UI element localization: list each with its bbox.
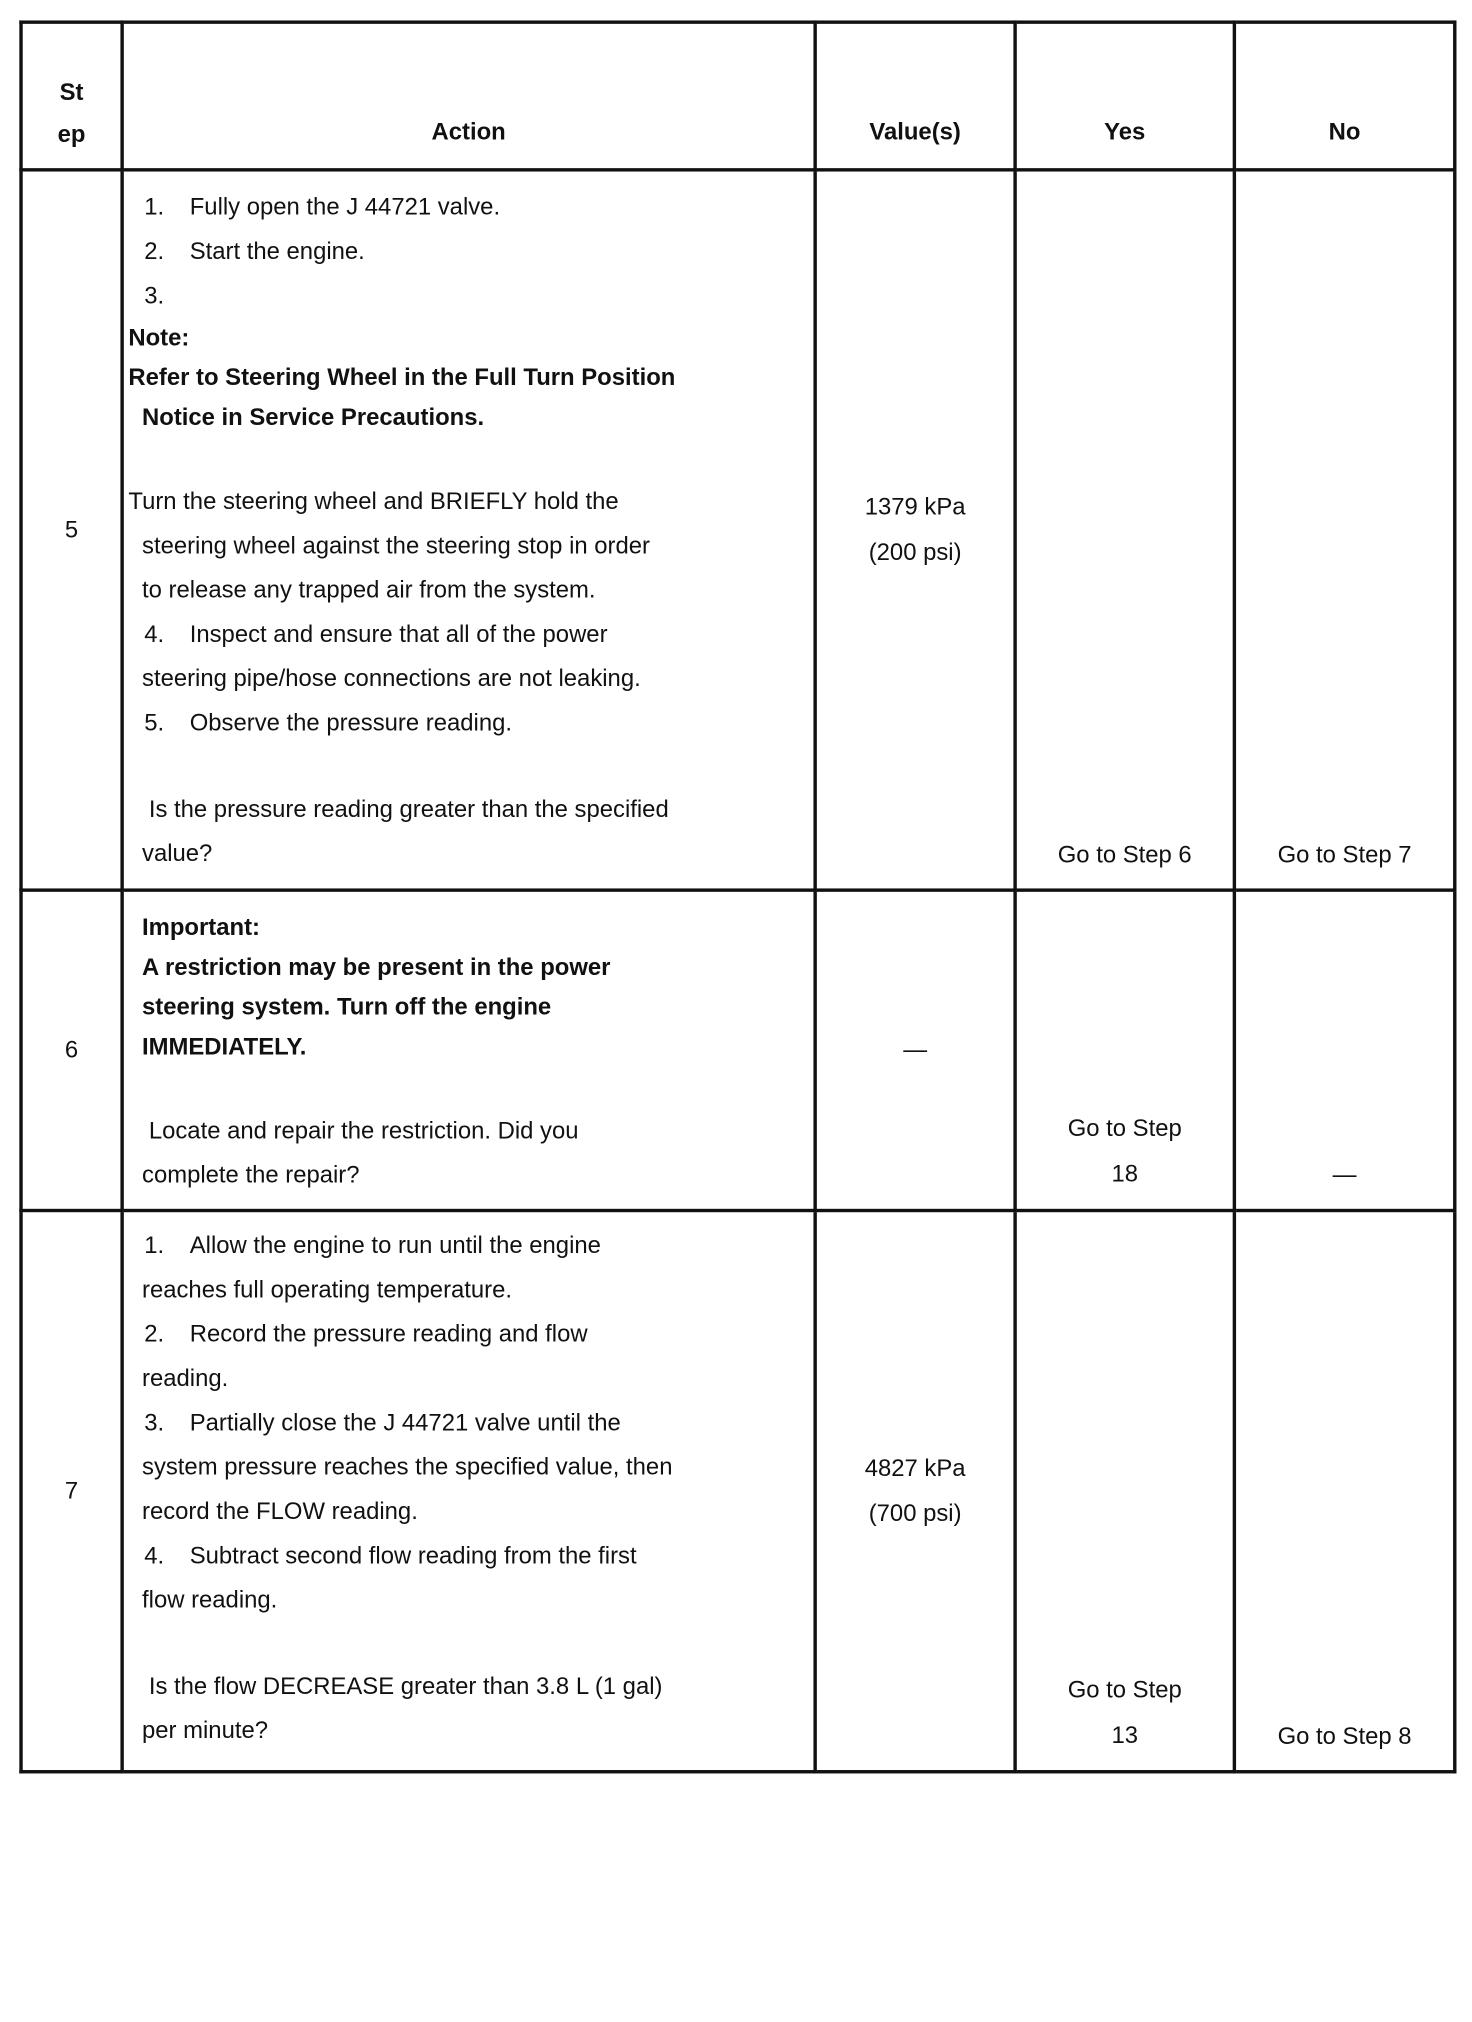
step-number: 6 xyxy=(21,890,122,1210)
no-cell: Go to Step 8 xyxy=(1234,1211,1454,1772)
list-item-continuation: system pressure reaches the specified value, then xyxy=(142,1454,673,1481)
list-item: 4. Subtract second flow reading from the first xyxy=(144,1542,637,1569)
header-action: Action xyxy=(122,22,815,170)
list-item: 5. Observe the pressure reading. xyxy=(144,710,512,737)
important-text: IMMEDIATELY. xyxy=(142,1033,307,1060)
yes-cell: Go to Step 13 xyxy=(1015,1211,1234,1772)
yes-cell: Go to Step 18 xyxy=(1015,890,1234,1210)
action-cell xyxy=(122,1211,815,1772)
list-item: 3. xyxy=(144,282,165,310)
header-step: St ep xyxy=(21,22,122,170)
header-yes: Yes xyxy=(1015,22,1234,170)
value-cell: 1379 kPa (200 psi) xyxy=(815,170,1015,890)
question-text: value? xyxy=(142,840,213,867)
instruction-text: to release any trapped air from the system. xyxy=(142,577,596,604)
instruction-text: steering wheel against the steering stop in order xyxy=(142,532,650,559)
table-row xyxy=(21,170,1455,890)
header-no: No xyxy=(1234,22,1454,170)
question-text: complete the repair? xyxy=(142,1162,360,1189)
action-cell xyxy=(122,890,815,1210)
instruction-text: Turn the steering wheel and BRIEFLY hold the xyxy=(128,488,619,515)
step-number: 7 xyxy=(21,1211,122,1772)
list-item: 3. Partially close the J 44721 valve until the xyxy=(144,1409,621,1437)
list-item: 2. Start the engine. xyxy=(144,238,365,265)
list-item: 4. Inspect and ensure that all of the power xyxy=(144,621,608,648)
question-text: Is the flow DECREASE greater than 3.8 L (1 gal) xyxy=(148,1673,663,1700)
list-item-continuation: reading. xyxy=(142,1365,229,1392)
note-label: Note: xyxy=(128,324,190,352)
header-values: Value(s) xyxy=(815,22,1015,170)
list-item: 1. Allow the engine to run until the engine xyxy=(144,1232,601,1259)
question-text: Locate and repair the restriction. Did you xyxy=(148,1117,579,1145)
header-row xyxy=(21,22,1455,170)
list-item-continuation: reaches full operating temperature. xyxy=(142,1276,513,1304)
question-text: per minute? xyxy=(142,1717,269,1744)
list-item: 2. Record the pressure reading and flow xyxy=(144,1321,588,1348)
note-text: Refer to Steering Wheel in the Full Turn Position xyxy=(128,364,676,391)
value-cell: — xyxy=(815,890,1015,1210)
list-item: 1. Fully open the J 44721 valve. xyxy=(144,194,501,221)
list-item-continuation: steering pipe/hose connections are not leaking. xyxy=(142,665,641,692)
list-item-continuation: flow reading. xyxy=(142,1587,278,1614)
note-text: Notice in Service Precautions. xyxy=(142,404,485,431)
important-text: steering system. Turn off the engine xyxy=(142,994,552,1021)
diagnostic-table xyxy=(19,20,1456,1773)
question-text: Is the pressure reading greater than the specified xyxy=(148,796,669,823)
no-cell: — xyxy=(1234,890,1454,1210)
table-row xyxy=(21,1211,1455,1772)
important-text: A restriction may be present in the power xyxy=(142,954,611,981)
important-label: Important: xyxy=(142,914,260,941)
yes-cell: Go to Step 6 xyxy=(1015,170,1234,890)
no-cell: Go to Step 7 xyxy=(1234,170,1454,890)
list-item-continuation: record the FLOW reading. xyxy=(142,1498,418,1525)
step-number: 5 xyxy=(21,170,122,890)
action-cell xyxy=(122,170,815,890)
value-cell: 4827 kPa (700 psi) xyxy=(815,1211,1015,1772)
table-row xyxy=(21,890,1455,1210)
